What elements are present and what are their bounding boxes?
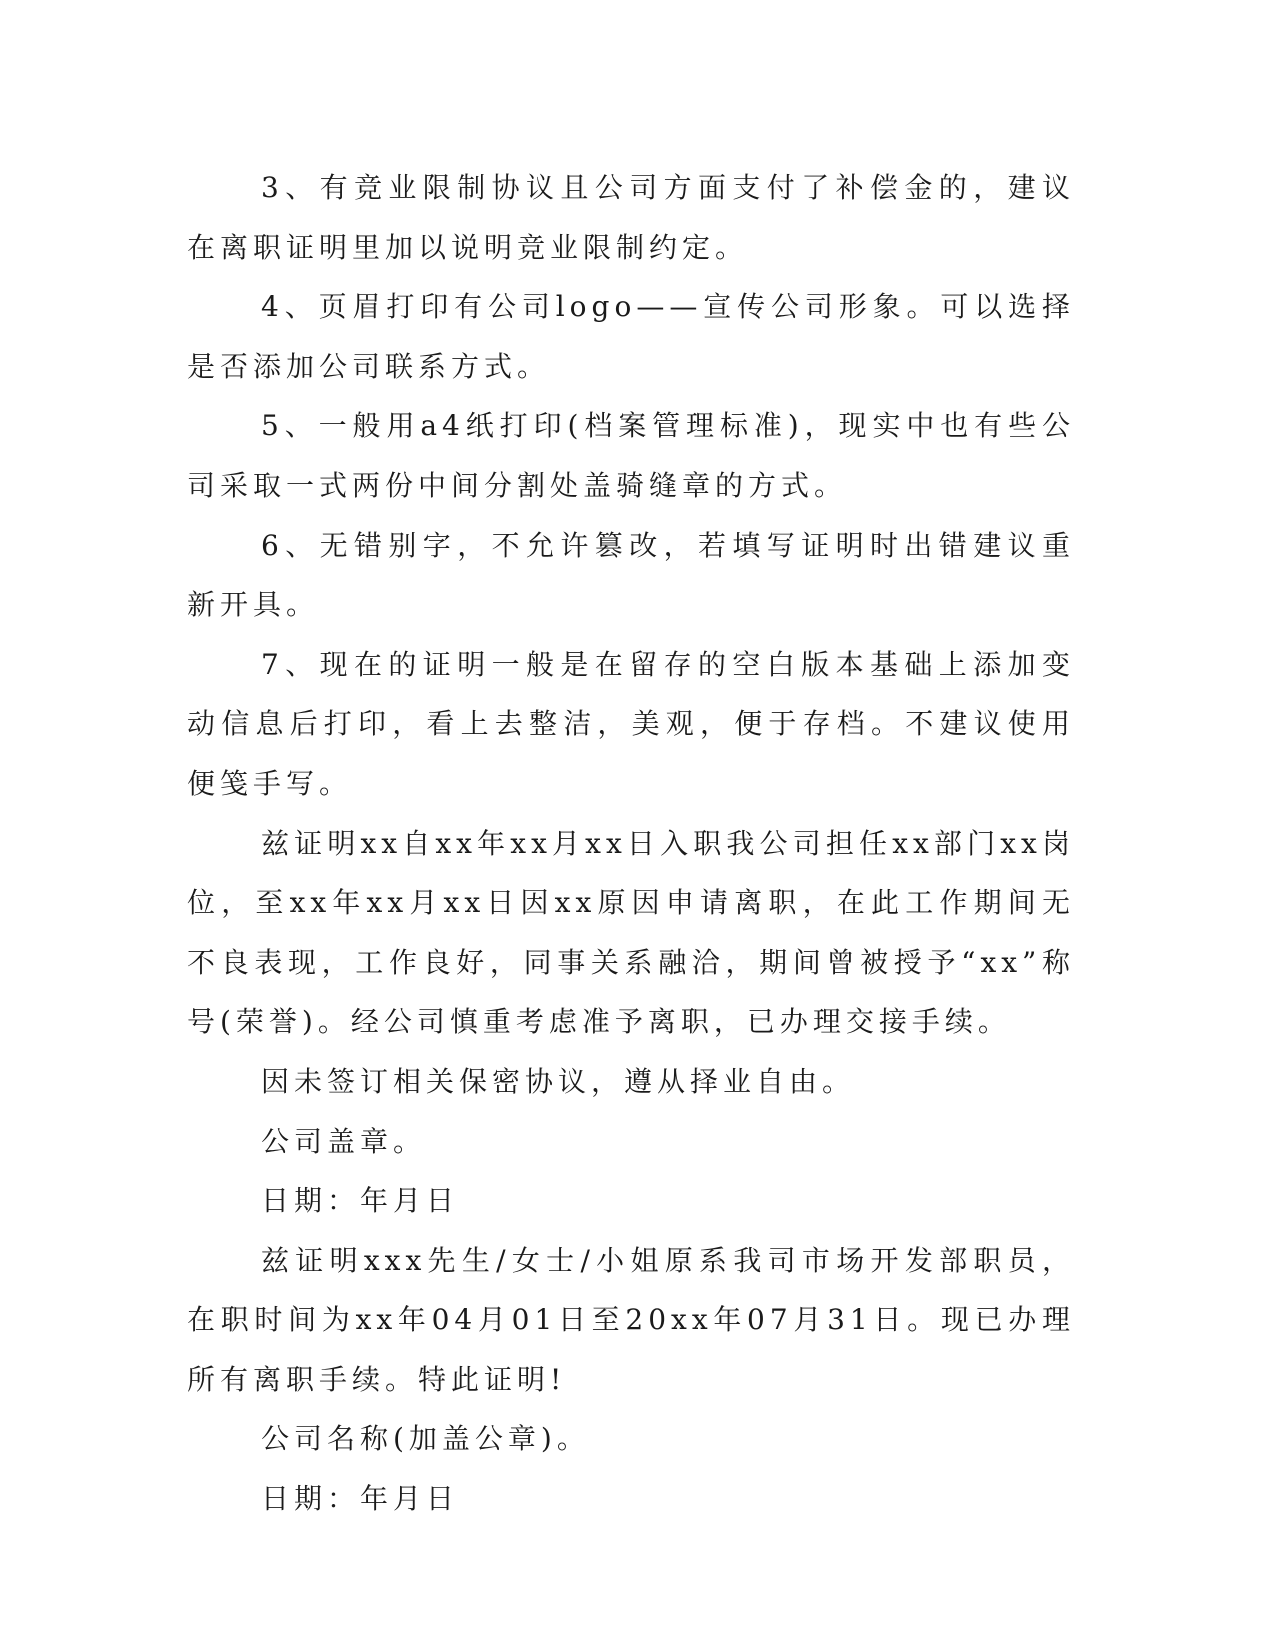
date-line-2: 日期：年月日 [261, 1482, 460, 1516]
paragraph-item-6: 6、无错别字，不允许篡改，若填写证明时出错建议重新开具。 [187, 528, 1075, 622]
date-line-1: 日期：年月日 [261, 1184, 460, 1218]
certificate-template-1: 兹证明xx自xx年xx月xx日入职我公司担任xx部门xx岗位，至xx年xx月xx日因xx原因申请离职，在此工作期间无不良表现，工作良好，同事关系融洽，期间曾被授予“xx”称号(荣誉)。经公司慎重考虑准予离职，已办理交接手续。 [187, 826, 1075, 1039]
certificate-template-2: 兹证明xxx先生/女士/小姐原系我司市场开发部职员，在职时间为xx年04月01日至20xx年07月31日。现已办理所有离职手续。特此证明! [187, 1243, 1075, 1396]
document-body [187, 158, 1075, 1529]
paragraph-item-4: 4、页眉打印有公司logo——宣传公司形象。可以选择是否添加公司联系方式。 [187, 290, 1075, 383]
company-seal-line: 公司盖章。 [261, 1124, 427, 1158]
company-name-seal-line: 公司名称(加盖公章)。 [261, 1422, 590, 1456]
paragraph-item-7: 7、现在的证明一般是在留存的空白版本基础上添加变动信息后打印，看上去整洁，美观，便于存档。不建议使用便笺手写。 [187, 647, 1075, 800]
paragraph-item-3: 3、有竞业限制协议且公司方面支付了补偿金的，建议在离职证明里加以说明竞业限制约定。 [187, 171, 1075, 264]
confidentiality-note: 因未签订相关保密协议，遵从择业自由。 [261, 1064, 856, 1098]
paragraph-item-5: 5、一般用a4纸打印(档案管理标准)，现实中也有些公司采取一式两份中间分割处盖骑缝章的方式。 [187, 409, 1075, 502]
